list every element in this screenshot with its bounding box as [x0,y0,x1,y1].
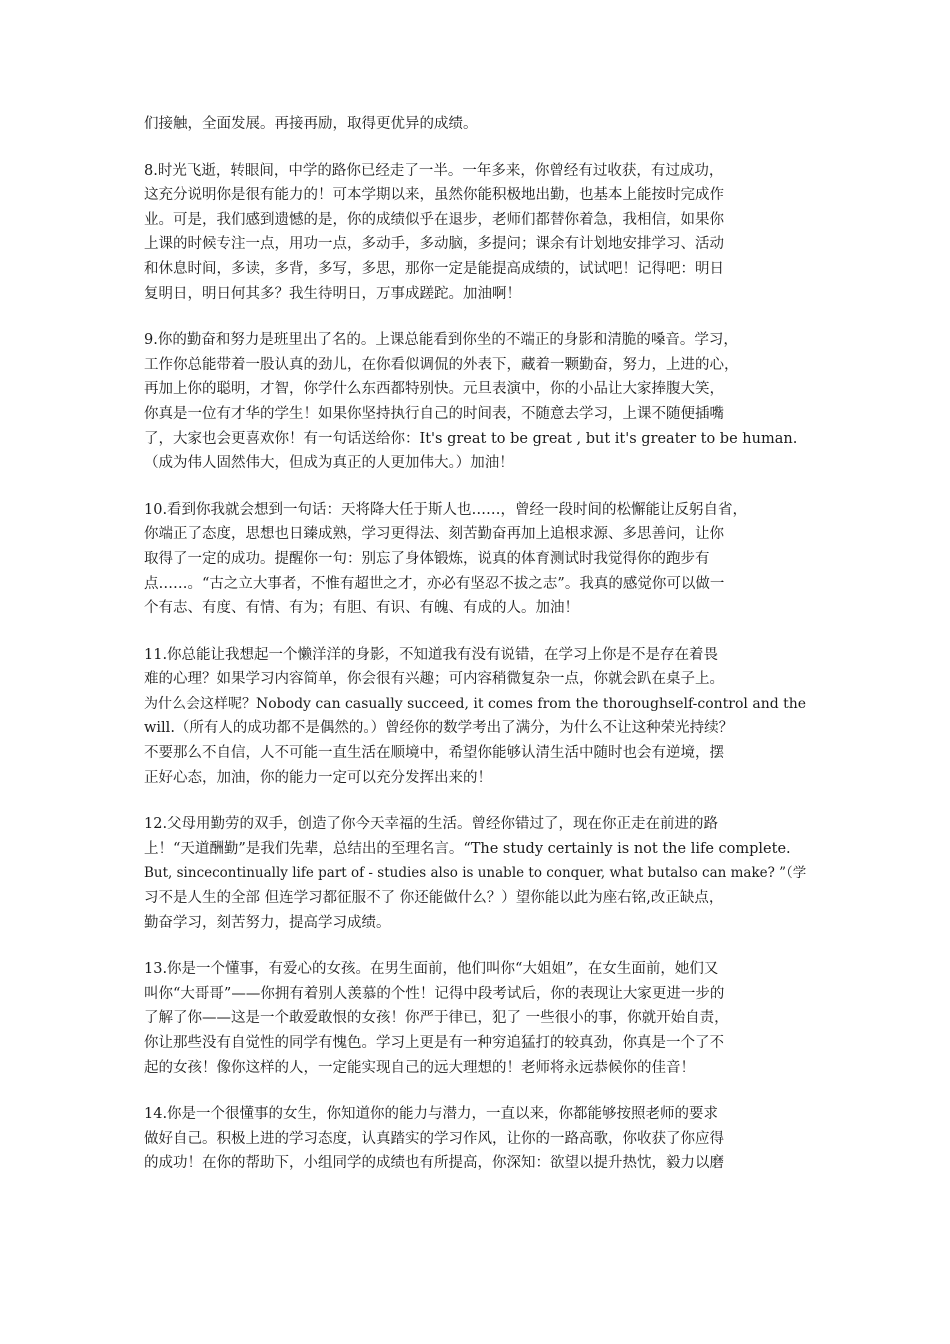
paragraph-7-ending [144,112,808,137]
paragraph-8 [144,159,808,307]
text-line: 再加上你的聪明，才智，你学什么东西都特别快。元旦表演中，你的小品让大家捧腹大笑， [144,381,724,398]
text-line: 上课的时候专注一点，用功一点，多动手，多动脑，多提问；课余有计划地安排学习、活动 [144,236,724,253]
paragraph-14 [144,1102,808,1176]
text-line: 不要那么不自信，人不可能一直生活在顺境中，希望你能够认清生活中随时也会有逆境，摆 [144,745,724,762]
text-line: But, sincecontinually life part of - studies also is unable to conquer, what butalso can make? ”（学 [144,865,807,882]
text-line: 了解了你——这是一个敢爱敢恨的女孩！你严于律已，犯了 一些很小的事，你就开始自责， [144,1010,729,1027]
text-line: 们接触，全面发展。再接再励，取得更优异的成绩。 [144,116,478,132]
text-line: 叫你“大哥哥”——你拥有着别人羡慕的个性！记得中段考试后，你的表现让大家更进一步的 [144,985,725,1002]
paragraph-12 [144,812,808,935]
text-line: 12.父母用勤劳的双手，创造了你今天幸福的生活。曾经你错过了，现在你正走在前进的路 [144,816,719,833]
text-line: will.（所有人的成功都不是偶然的。）曾经你的数学考出了满分，为什么不让这种荣光持续？ [144,720,734,737]
text-line: 14.你是一个很懂事的女生，你知道你的能力与潜力，一直以来，你都能够按照老师的要求 [144,1106,719,1123]
text-line: 10.看到你我就会想到一句话：天将降大任于斯人也……，曾经一段时间的松懈能让反躬自省， [144,501,748,518]
paragraph-9 [144,328,808,476]
text-line: 13.你是一个懂事，有爱心的女孩。在男生面前，他们叫你“大姐姐”，在女生面前，她们又 [144,961,719,978]
text-line: 点……。“古之立大事者，不惟有超世之才，亦必有坚忍不拔之志”。我真的感觉你可以做一 [144,575,725,592]
text-line: 你让那些没有自觉性的同学有愧色。学习上更是有一种穷追猛打的较真劲，你真是一个了不 [144,1035,724,1051]
text-line: 了，大家也会更喜欢你！有一句话送给你：It's great to be great , but it's greater to be human. [144,430,798,447]
text-line: 和休息时间，多读，多背，多写，多思，那你一定是能提高成绩的，试试吧！记得吧：明日 [144,260,724,277]
text-line: 你真是一位有才华的学生！如果你坚持执行自己的时间表，不随意去学习，上课不随便插嘴 [144,405,724,422]
paragraph-13 [144,957,808,1080]
paragraph-10 [144,498,808,621]
paragraph-11 [144,643,808,791]
text-line: 你端正了态度，思想也日臻成熟，学习更得法、刻苦勤奋再加上追根求源、多思善问，让你 [144,526,724,543]
text-line: 11.你总能让我想起一个懒洋洋的身影，不知道我有没有说错，在学习上你是不是存在着畏 [144,646,719,663]
text-line: 正好心态，加油，你的能力一定可以充分发挥出来的！ [144,769,492,786]
text-line: 做好自己。积极上进的学习态度，认真踏实的学习作风，让你的一路高歌，你收获了你应得 [144,1130,724,1147]
text-line: 难的心理？如果学习内容简单，你会很有兴趣；可内容稍微复杂一点，你就会趴在桌子上。 [144,671,724,688]
text-line: 习不是人生的全部 但连学习都征服不了 你还能做什么？）望你能以此为座右铭,改正缺点， [144,890,724,907]
text-line: 为什么会这样呢？Nobody can casually succeed, it comes from the thoroughself-control and the [144,695,807,712]
text-line: 9.你的勤奋和努力是班里出了名的。上课总能看到你坐的不端正的身影和清脆的嗓音。学习， [144,332,738,349]
text-line: 业。可是，我们感到遗憾的是，你的成绩似乎在退步，老师们都替你着急，我相信，如果你 [144,211,724,228]
text-line: 取得了一定的成功。提醒你一句：别忘了身体锻炼，说真的体育测试时我觉得你的跑步有 [144,550,710,567]
text-line: 上！“天道酬勤”是我们先辈，总结出的至理名言。“The study certainly is not the life complete. [144,840,791,857]
text-line: 8.时光飞逝，转眼间，中学的路你已经走了一半。一年多来，你曾经有过收获，有过成功， [144,162,724,179]
text-line: （成为伟人固然伟大，但成为真正的人更加伟大。）加油！ [144,455,514,472]
text-line: 个有志、有度、有情、有为；有胆、有识、有魄、有成的人。加油！ [144,600,579,617]
text-line: 工作你总能带着一股认真的劲儿，在你看似调侃的外表下，藏着一颗勤奋，努力，上进的心， [144,356,739,373]
text-line: 这充分说明你是很有能力的！可本学期以来，虽然你能积极地出勤，也基本上能按时完成作 [144,187,724,204]
document-body [144,112,808,1198]
text-line: 起的女孩！像你这样的人，一定能实现自己的远大理想的！老师将永远恭候你的佳音！ [144,1059,695,1076]
text-line: 的成功！在你的帮助下，小组同学的成绩也有所提高，你深知：欲望以提升热忱，毅力以磨 [144,1155,724,1172]
text-line: 复明日，明日何其多？我生待明日，万事成蹉跎。加油啊！ [144,285,521,302]
text-line: 勤奋学习，刻苦努力，提高学习成绩。 [144,914,391,931]
